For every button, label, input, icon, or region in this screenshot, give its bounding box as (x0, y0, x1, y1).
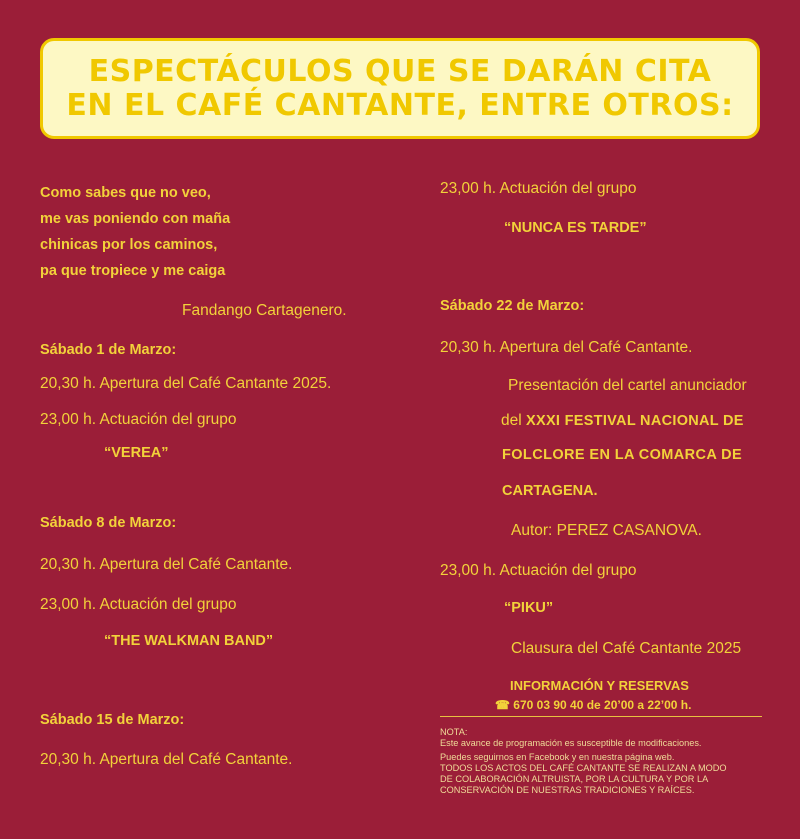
closing-line: Clausura del Café Cantante 2025 (511, 640, 742, 657)
group-name: “VEREA” (104, 445, 169, 461)
note-block (440, 727, 727, 796)
group-name: “NUNCA ES TARDE” (504, 220, 647, 236)
note-line: Puedes seguirnos en Facebook y en nuestra página web. (440, 752, 675, 762)
note-line: DE COLABORACIÓN ALTRUISTA, POR LA CULTURA Y POR LA (440, 774, 709, 784)
poem-attribution: Fandango Cartagenero. (182, 302, 347, 319)
title-banner (40, 38, 760, 139)
event-line: 20,30 h. Apertura del Café Cantante. (440, 339, 693, 356)
group-name: “THE WALKMAN BAND” (104, 633, 274, 649)
poem-line: Como sabes que no veo, (40, 185, 211, 201)
info-title: INFORMACIÓN Y RESERVAS (510, 678, 689, 693)
phone-icon: ☎ (495, 698, 510, 712)
banner-line-2: EN EL CAFÉ CANTANTE, ENTRE OTROS: (66, 87, 734, 123)
poem-line: pa que tropiece y me caiga (40, 263, 226, 279)
event-line: 23,00 h. Actuación del grupo (440, 180, 637, 197)
note-line: Este avance de programación es susceptible de modificaciones. (440, 738, 702, 748)
note-line: NOTA: (440, 727, 468, 737)
event-line: 23,00 h. Actuación del grupo (440, 562, 637, 579)
phone-line (495, 698, 691, 712)
day-title-march-1: Sábado 1 de Marzo: (40, 342, 177, 358)
phone-number: 670 03 90 40 de 20’00 a 22’00 h. (513, 698, 692, 712)
event-line: 23,00 h. Actuación del grupo (40, 411, 237, 428)
festival-name: FOLCLORE EN LA COMARCA DE (502, 447, 743, 463)
event-line: 20,30 h. Apertura del Café Cantante. (40, 556, 293, 573)
event-line: 23,00 h. Actuación del grupo (40, 596, 237, 613)
banner-line-1: ESPECTÁCULOS QUE SE DARÁN CITA (88, 53, 712, 89)
day-title-march-8: Sábado 8 de Marzo: (40, 515, 177, 531)
note-line: TODOS LOS ACTOS DEL CAFÉ CANTANTE SE REALIZAN A MODO (440, 763, 727, 773)
event-line: 20,30 h. Apertura del Café Cantante 2025. (40, 375, 332, 392)
event-line: Presentación del cartel anunciador (508, 377, 747, 394)
day-title-march-22: Sábado 22 de Marzo: (440, 298, 585, 314)
poem-line: chinicas por los caminos, (40, 237, 218, 253)
festival-name: CARTAGENA. (502, 483, 598, 499)
group-name: “PIKU” (504, 600, 554, 616)
event-line: 20,30 h. Apertura del Café Cantante. (40, 751, 293, 768)
poem-line: me vas poniendo con maña (40, 211, 231, 227)
event-line (501, 412, 744, 430)
poem (40, 180, 230, 284)
day-title-march-15: Sábado 15 de Marzo: (40, 712, 185, 728)
divider (440, 716, 762, 717)
poster-author: Autor: PEREZ CASANOVA. (511, 522, 702, 539)
event-line-prefix: del (501, 412, 526, 429)
note-line: CONSERVACIÓN DE NUESTRAS TRADICIONES Y RAÍCES. (440, 785, 695, 795)
festival-name: XXXI FESTIVAL NACIONAL DE (526, 413, 744, 429)
